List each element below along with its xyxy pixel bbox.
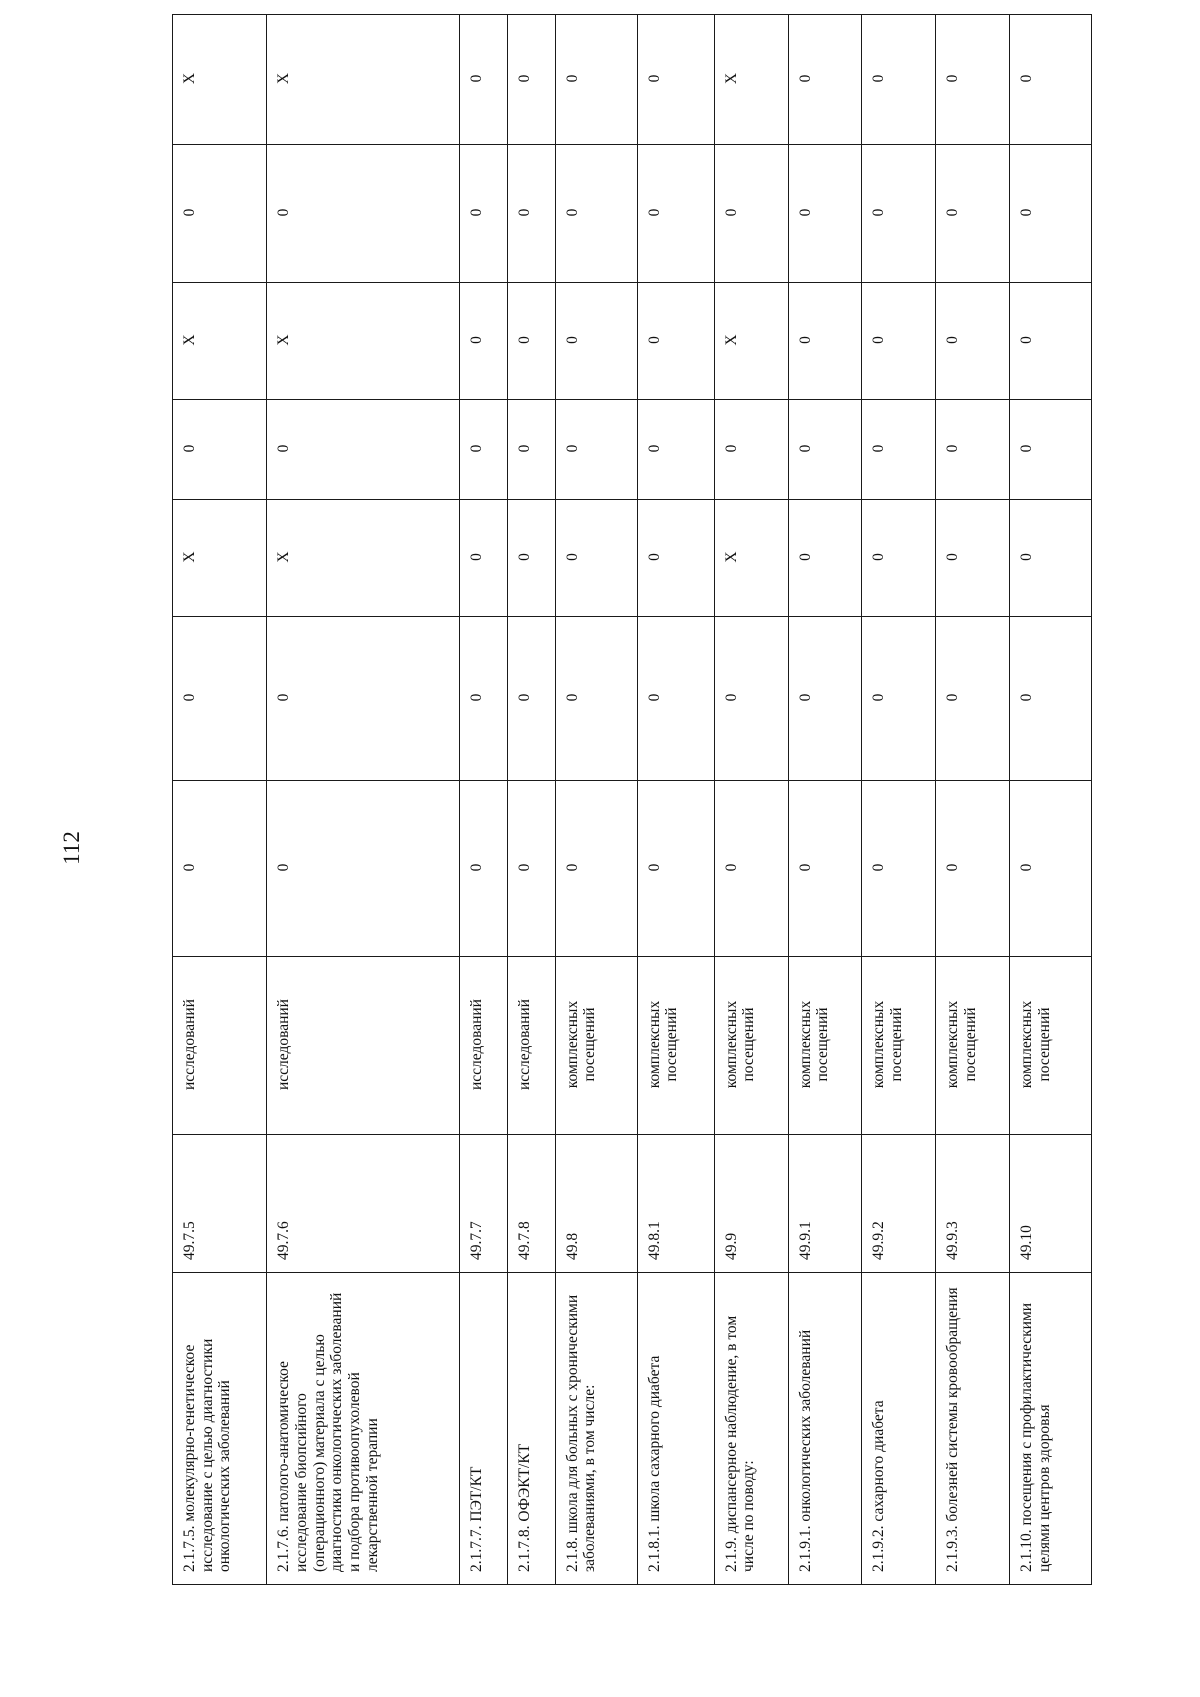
table-row (460, 15, 508, 1585)
row-value-cell: 0 (508, 500, 556, 617)
row-value-cell: Х (714, 500, 788, 617)
row-unit-cell: комплексных посещений (714, 957, 788, 1135)
row-value-cell: 0 (714, 781, 788, 957)
row-code-cell: 49.8 (555, 1135, 637, 1273)
row-code-cell: 49.7.5 (173, 1135, 267, 1273)
row-unit-cell: комплексных посещений (637, 957, 714, 1135)
row-value-cell: 0 (936, 283, 1010, 400)
row-unit-cell: комплексных посещений (936, 957, 1010, 1135)
row-value-cell: 0 (637, 283, 714, 400)
row-code-cell: 49.7.7 (460, 1135, 508, 1273)
row-unit-cell: исследований (173, 957, 267, 1135)
row-value-cell: 0 (936, 500, 1010, 617)
row-value-cell: 0 (460, 15, 508, 145)
row-value-cell: 0 (460, 400, 508, 500)
row-value-cell: 0 (555, 617, 637, 781)
row-value-cell: 0 (862, 15, 936, 145)
row-value-cell: 0 (936, 617, 1010, 781)
row-value-cell: 0 (555, 500, 637, 617)
row-name-cell: 2.1.7.8. ОФЭКТ/КТ (508, 1273, 556, 1585)
table-row (714, 15, 788, 1585)
row-value-cell: 0 (714, 400, 788, 500)
row-value-cell: 0 (508, 400, 556, 500)
row-value-cell: 0 (555, 400, 637, 500)
row-value-cell: 0 (637, 400, 714, 500)
row-code-cell: 49.7.6 (267, 1135, 460, 1273)
row-name-cell: 2.1.9. диспансерное наблюдение, в том числе по поводу: (714, 1273, 788, 1585)
row-name-cell: 2.1.9.1. онкологических заболеваний (788, 1273, 862, 1585)
row-value-cell: Х (267, 500, 460, 617)
table-row (936, 15, 1010, 1585)
row-code-cell: 49.7.8 (508, 1135, 556, 1273)
row-value-cell: Х (173, 283, 267, 400)
row-unit-cell: комплексных посещений (862, 957, 936, 1135)
table-row (555, 15, 637, 1585)
row-value-cell: 0 (714, 617, 788, 781)
row-name-cell: 2.1.7.5. молекулярно-генетическое исследование с целью диагностики онкологических заболеваний (173, 1273, 267, 1585)
row-value-cell: 0 (555, 145, 637, 283)
table-row (1010, 15, 1092, 1585)
row-value-cell: 0 (862, 283, 936, 400)
table-row (637, 15, 714, 1585)
row-value-cell: 0 (460, 617, 508, 781)
row-name-cell: 2.1.9.2. сахарного диабета (862, 1273, 936, 1585)
table-row (788, 15, 862, 1585)
row-value-cell: 0 (1010, 283, 1092, 400)
row-value-cell: 0 (1010, 781, 1092, 957)
row-value-cell: 0 (460, 500, 508, 617)
row-value-cell: 0 (788, 617, 862, 781)
row-value-cell: 0 (173, 617, 267, 781)
row-value-cell: 0 (788, 145, 862, 283)
row-value-cell: Х (714, 283, 788, 400)
row-value-cell: 0 (637, 781, 714, 957)
row-value-cell: 0 (267, 617, 460, 781)
row-value-cell: 0 (555, 283, 637, 400)
row-value-cell: 0 (862, 145, 936, 283)
row-value-cell: 0 (1010, 400, 1092, 500)
row-value-cell: 0 (936, 781, 1010, 957)
row-value-cell: 0 (173, 781, 267, 957)
row-name-cell: 2.1.8. школа для больных с хроническими заболеваниями, в том числе: (555, 1273, 637, 1585)
row-value-cell: 0 (267, 400, 460, 500)
row-value-cell: 0 (637, 15, 714, 145)
row-value-cell: 0 (508, 283, 556, 400)
rotated-table-wrapper (172, 72, 1092, 1585)
row-value-cell: Х (714, 15, 788, 145)
row-value-cell: 0 (267, 145, 460, 283)
row-value-cell: 0 (862, 781, 936, 957)
row-unit-cell: комплексных посещений (1010, 957, 1092, 1135)
row-value-cell: Х (267, 15, 460, 145)
row-value-cell: Х (173, 500, 267, 617)
row-value-cell: 0 (1010, 145, 1092, 283)
row-value-cell: 0 (460, 283, 508, 400)
row-value-cell: 0 (555, 781, 637, 957)
row-value-cell: 0 (508, 617, 556, 781)
table-row (508, 15, 556, 1585)
row-value-cell: 0 (936, 400, 1010, 500)
row-name-cell: 2.1.9.3. болезней системы кровообращения (936, 1273, 1010, 1585)
row-value-cell: 0 (267, 781, 460, 957)
row-value-cell: 0 (788, 283, 862, 400)
row-value-cell: Х (173, 15, 267, 145)
row-code-cell: 49.8.1 (637, 1135, 714, 1273)
data-table (172, 14, 1092, 1585)
row-value-cell: Х (267, 283, 460, 400)
row-code-cell: 49.9.2 (862, 1135, 936, 1273)
row-value-cell: 0 (788, 400, 862, 500)
row-name-cell: 2.1.10. посещения с профилактическими целями центров здоровья (1010, 1273, 1092, 1585)
row-code-cell: 49.10 (1010, 1135, 1092, 1273)
row-value-cell: 0 (460, 145, 508, 283)
row-value-cell: 0 (1010, 617, 1092, 781)
row-unit-cell: исследований (267, 957, 460, 1135)
row-value-cell: 0 (936, 145, 1010, 283)
row-value-cell: 0 (714, 145, 788, 283)
table-row (173, 15, 267, 1585)
row-value-cell: 0 (862, 400, 936, 500)
row-unit-cell: исследований (460, 957, 508, 1135)
table-row (267, 15, 460, 1585)
row-value-cell: 0 (508, 15, 556, 145)
row-value-cell: 0 (788, 500, 862, 617)
row-code-cell: 49.9.1 (788, 1135, 862, 1273)
table-row (862, 15, 936, 1585)
row-code-cell: 49.9.3 (936, 1135, 1010, 1273)
row-unit-cell: исследований (508, 957, 556, 1135)
row-value-cell: 0 (862, 617, 936, 781)
row-value-cell: 0 (173, 145, 267, 283)
row-value-cell: 0 (508, 781, 556, 957)
row-unit-cell: комплексных посещений (788, 957, 862, 1135)
row-value-cell: 0 (862, 500, 936, 617)
row-name-cell: 2.1.7.6. патолого-анатомическое исследование биопсийного (операционного) материала с целью диагностики онкологических заболеваний и подбора противоопухолевой лекарственной терапии (267, 1273, 460, 1585)
row-value-cell: 0 (936, 15, 1010, 145)
row-value-cell: 0 (637, 617, 714, 781)
row-name-cell: 2.1.8.1. школа сахарного диабета (637, 1273, 714, 1585)
row-value-cell: 0 (1010, 15, 1092, 145)
row-value-cell: 0 (788, 15, 862, 145)
row-name-cell: 2.1.7.7. ПЭТ/КТ (460, 1273, 508, 1585)
row-unit-cell: комплексных посещений (555, 957, 637, 1135)
row-value-cell: 0 (637, 500, 714, 617)
page-number: 112 (59, 831, 84, 865)
row-value-cell: 0 (637, 145, 714, 283)
row-code-cell: 49.9 (714, 1135, 788, 1273)
row-value-cell: 0 (1010, 500, 1092, 617)
row-value-cell: 0 (460, 781, 508, 957)
row-value-cell: 0 (508, 145, 556, 283)
row-value-cell: 0 (555, 15, 637, 145)
row-value-cell: 0 (788, 781, 862, 957)
row-value-cell: 0 (173, 400, 267, 500)
